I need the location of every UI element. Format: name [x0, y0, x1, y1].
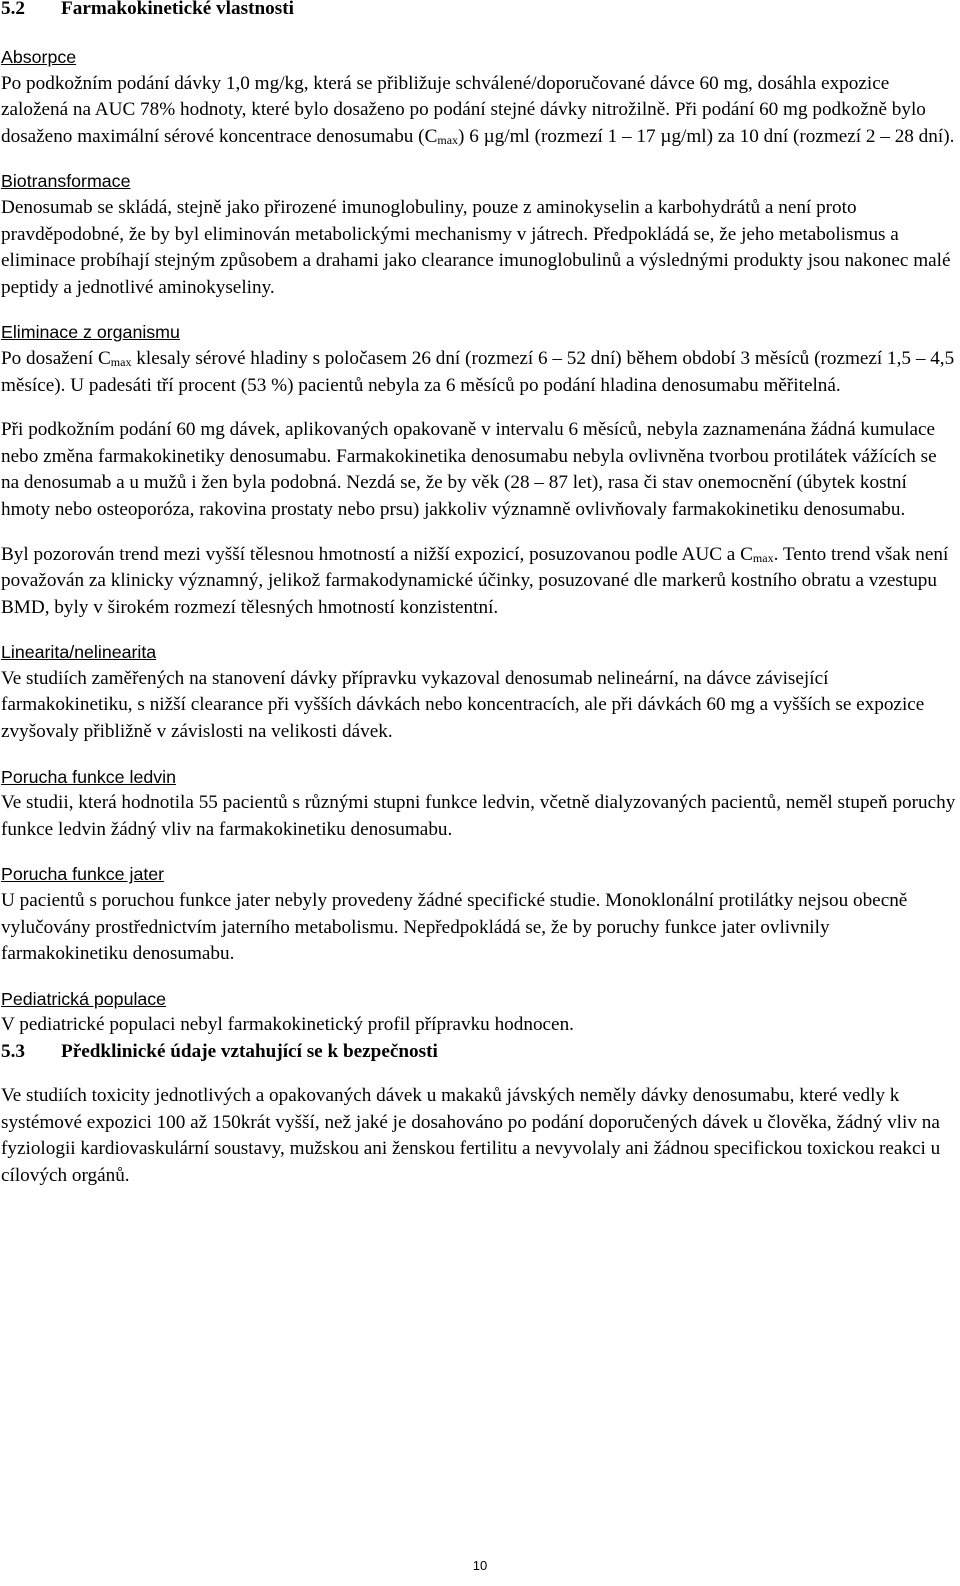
- cmax-subscript: max: [110, 354, 132, 369]
- absorpce-section: [1, 44, 958, 150]
- absorpce-text-part: ) 6 µg/ml (rozmezí 1 – 17 µg/ml) za 10 dní (rozmezí 2 – 28 dní).: [458, 125, 955, 147]
- eliminace-section: [1, 319, 958, 621]
- absorpce-text-part: Po podkožním podání dávky 1,0 mg/kg, která se přibližuje schválené/doporučované dávce 60 mg, dosáhla expozice založená na AUC 78% hodnoty, které bylo dosaženo po podání stejné dávky nitrožilně. Při podání 60 mg podkožně bylo dosaženo maximální sérové koncentrace denosumabu (C: [1, 72, 926, 147]
- eliminace-text-part: Po dosažení C: [1, 347, 111, 369]
- eliminace-text-part: klesaly sérové hladiny s poločasem 26 dní (rozmezí 6 – 52 dní) během období 3 měsíců (rozmezí 1,5 – 4,5 měsíce). U padesáti tří procent (53 %) pacientů nebyla za 6 měsíců po podání hladina denosumabu měřitelná.: [1, 347, 955, 396]
- biotransformace-heading: Biotransformace: [1, 171, 131, 192]
- linearita-heading: Linearita/nelinearita: [1, 642, 157, 663]
- biotransformace-text: Denosumab se skládá, stejně jako přirozené imunoglobuliny, pouze z aminokyselin a karbohydrátů a není proto pravděpodobné, že by byl eliminován metabolickými mechanismy v játrech. Předpokládá se, že jeho metabolismus a eliminace probíhají stejným způsobem a drahami jako clearance imunoglobulinů a výslednými produkty jsou nakonec malé peptidy a jednotlivé aminokyseliny.: [1, 196, 951, 298]
- eliminace-text-part: Byl pozorován trend mezi vyšší tělesnou hmotností a nižší expozicí, posuzovanou podle AUC a C: [1, 543, 753, 565]
- section-title: Farmakokinetické vlastnosti: [61, 0, 294, 19]
- section-number: 5.3: [1, 1041, 25, 1062]
- page-number: 10: [472, 1558, 488, 1573]
- document-page: [1, 0, 958, 1189]
- pediatricka-heading: Pediatrická populace: [1, 988, 167, 1009]
- absorpce-text: [1, 71, 958, 151]
- ledviny-heading: Porucha funkce ledvin: [1, 766, 176, 787]
- pediatricka-section: [1, 986, 958, 1039]
- jater-heading: Porucha funkce jater: [1, 864, 165, 885]
- linearita-section: [1, 639, 958, 745]
- eliminace-text: [1, 346, 958, 399]
- eliminace-paragraph-2: Při podkožním podání 60 mg dávek, aplikovaných opakovaně v intervalu 6 měsíců, nebyla zaznamenána žádná kumulace nebo změna farmakokinetiky denosumabu. Farmakokinetika denosumabu nebyla ovlivněna tvorbou protilátek vážících se na denosumab a u mužů i žen byla podobná. Nezdá se, že by věk (28 – 87 let), rasa či stav onemocnění (úbytek kostní hmoty nebo osteoporóza, rakovina prostaty nebo prsu) jakkoliv významně ovlivňovaly farmakokinetiku denosumabu.: [1, 419, 937, 520]
- jater-text: U pacientů s poruchou funkce jater nebyly provedeny žádné specifické studie. Monoklonální protilátky nejsou obecně vylučovány prostřednictvím jaterního metabolismu. Nepředpokládá se, že by poruchy funkce jater ovlivnily farmakokinetiku denosumabu.: [1, 890, 908, 965]
- absorpce-heading: Absorpce: [1, 47, 77, 67]
- ledviny-text: Ve studii, která hodnotila 55 pacientů s různými stupni funkce ledvin, včetně dialyzovaných pacientů, neměl stupeň poruchy funkce ledvin žádný vliv na farmakokinetiku denosumabu.: [1, 792, 956, 840]
- section-5-2-heading: [1, 0, 958, 22]
- cmax-subscript: max: [437, 132, 459, 147]
- cmax-subscript: max: [752, 550, 774, 565]
- predklinicke-text: Ve studiích toxicity jednotlivých a opakovaných dávek u makaků jávských neměly dávky denosumabu, které vedly k systémové expozici 100 až 150krát vyšší, než jaké je dosahováno po podání doporučených dávek u člověka, žádný vliv na fyziologii kardiovaskulární soustavy, mužskou ani ženskou fertilitu a nevyvolaly ani žádnou specifickou toxickou reakci u cílových orgánů.: [1, 1085, 941, 1186]
- section-5-3-heading: [1, 1039, 958, 1065]
- pediatricka-text: V pediatrické populaci nebyl farmakokinetický profil přípravku hodnocen.: [1, 1014, 574, 1036]
- jater-section: [1, 861, 958, 967]
- linearita-text: Ve studiích zaměřených na stanovení dávky přípravku vykazoval denosumab nelineární, na dávce závisející farmakokinetiku, s nižší clearance při vyšších dávkách nebo koncentracích, ale při dávkách 60 mg a vyšších se expozice zvyšovaly přibližně v závislosti na velikosti dávek.: [1, 667, 925, 743]
- section-title: Předklinické údaje vztahující se k bezpečnosti: [61, 1041, 438, 1062]
- eliminace-paragraph-3: [1, 542, 958, 622]
- biotransformace-section: [1, 168, 958, 301]
- eliminace-heading: Eliminace z organismu: [1, 322, 180, 343]
- ledviny-section: [1, 764, 958, 844]
- section-number: 5.2: [1, 0, 25, 19]
- eliminace-text-part: . Tento trend však není považován za klinicky významný, jelikož farmakodynamické účinky, posuzované dle markerů kostního obratu a vzestupu BMD, byly v širokém rozmezí tělesných hmotností konzistentní.: [1, 543, 949, 618]
